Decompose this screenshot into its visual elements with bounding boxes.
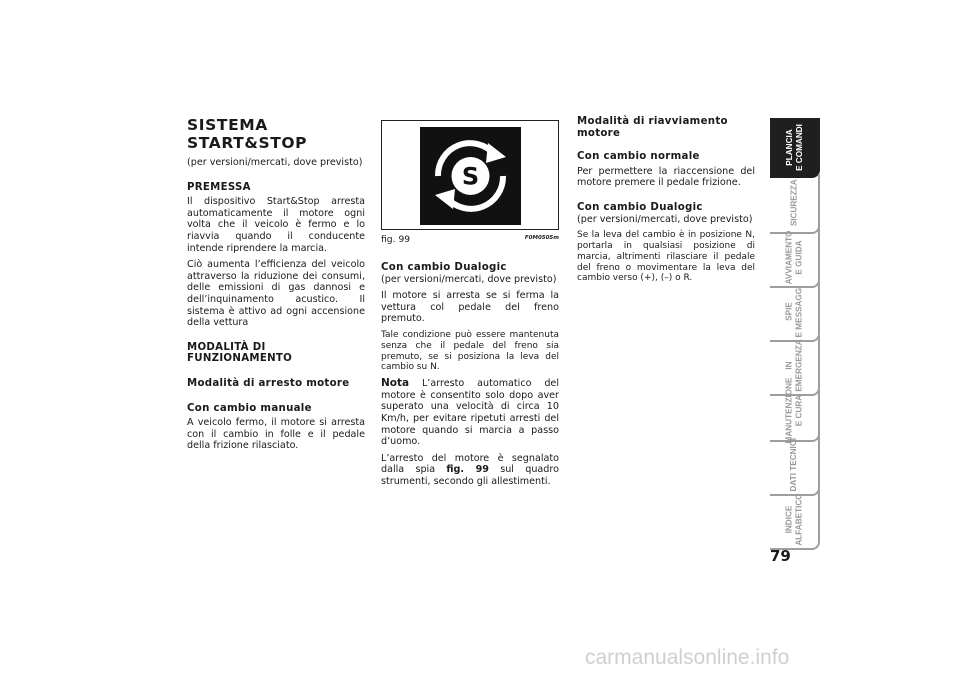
spia-text-b: sul quadro strumenti, secondo gli allestimenti. bbox=[381, 464, 559, 487]
tab-sicurezza[interactable] bbox=[770, 174, 820, 234]
tab-label-line2: E COMANDI bbox=[793, 123, 803, 171]
nota-paragraph bbox=[381, 378, 559, 448]
manuale-paragraph: A veicolo fermo, il motore si arresta con il cambio in folle e il pedale della frizione rilasciato. bbox=[187, 417, 365, 452]
watermark: carmanualsonline.info bbox=[585, 646, 790, 669]
spia-text-a: L’arresto del motore è segnalato dalla spia bbox=[381, 452, 559, 476]
tab-dati-tecnici[interactable] bbox=[770, 436, 820, 496]
tab-spie[interactable] bbox=[770, 282, 820, 342]
figure-code: F0M0505m bbox=[524, 235, 559, 241]
tab-label-line2: ALFABETICO bbox=[794, 492, 803, 546]
premessa-heading: PREMESSA bbox=[187, 181, 251, 193]
normale-heading: Con cambio normale bbox=[577, 151, 700, 163]
tab-label-line1: IN bbox=[784, 360, 794, 370]
arresto-heading: Modalità di arresto motore bbox=[187, 377, 350, 389]
premessa-paragraph-2: Ciò aumenta l’efficienza del veicolo attraverso la riduzione dei consumi, delle emissioni di gas dannosi e dell’inquinamento acustico. Il sistema è attivo ad ogni accensione della vettura bbox=[187, 259, 365, 329]
column-left bbox=[187, 116, 365, 457]
tab-avviamento[interactable] bbox=[770, 228, 820, 288]
manuale-heading: Con cambio manuale bbox=[187, 402, 312, 414]
nota-text: L’arresto automatico del motore è consentito solo dopo aver superato una velocità di circa 10 Km/h, per evitare ripetuti arresti del motore quando si marcia a passo d’uomo. bbox=[381, 378, 559, 448]
premessa-paragraph-1: Il dispositivo Start&Stop arresta automaticamente il motore ogni volta che il veicolo è fermo e lo riavvia quando il conducente intende riprendere la marcia. bbox=[187, 196, 365, 254]
normale-paragraph: Per permettere la riaccensione del motore premere il pedale frizione. bbox=[577, 165, 755, 189]
riavvio-heading: Modalità di riavviamento motore bbox=[577, 116, 728, 139]
tab-label-line2: E MESSAGGI bbox=[794, 285, 803, 337]
title-subtitle: (per versioni/mercati, dove previsto) bbox=[187, 157, 363, 168]
tab-label-line2: EMERGENZA bbox=[794, 338, 803, 392]
dualogic-start-paragraph: Se la leva del cambio è in posizione N, portarla in qualsiasi posizione di marcia, altrimenti rilasciare il pedale del freno o movimentare la leva del cambio verso (+), (–) o R. bbox=[577, 230, 755, 284]
figure-caption-label: fig. 99 bbox=[381, 234, 411, 245]
page-number: 79 bbox=[770, 547, 791, 565]
tab-label-line1: MANUTENZIONE bbox=[784, 377, 794, 443]
column-right bbox=[577, 116, 755, 289]
column-middle bbox=[381, 116, 559, 493]
dualogic-stop-paragraph-2: Tale condizione può essere mantenuta senza che il pedale del freno sia premuto, se si posiziona la leva del cambio su N. bbox=[381, 329, 559, 373]
tab-label-line1: SICUREZZA bbox=[789, 179, 799, 227]
tab-label-line2: E GUIDA bbox=[794, 239, 803, 275]
tab-label-line2: E CURA bbox=[794, 394, 804, 426]
tab-manutenzione[interactable] bbox=[770, 377, 820, 443]
dualogic-start-heading: Con cambio Dualogic bbox=[577, 201, 703, 213]
dualogic-stop-paragraph-1: Il motore si arresta se si ferma la vettura col pedale del freno premuto. bbox=[381, 290, 559, 325]
nota-label: Nota bbox=[381, 377, 410, 390]
icon-letter: S bbox=[461, 162, 480, 191]
dualogic-stop-subtitle: (per versioni/mercati, dove previsto) bbox=[381, 273, 557, 285]
tab-label-line1: DATI TECNICI bbox=[789, 438, 799, 492]
page-title: SISTEMA START&STOP bbox=[187, 116, 308, 152]
spia-paragraph bbox=[381, 453, 559, 488]
spia-fig-ref: fig. 99 bbox=[446, 464, 489, 476]
tab-indice[interactable] bbox=[770, 490, 820, 550]
tab-plancia[interactable] bbox=[770, 118, 820, 178]
dualogic-stop-heading: Con cambio Dualogic bbox=[381, 262, 507, 273]
tab-label-line1: AVVIAMENTO bbox=[784, 230, 794, 284]
tab-label-line1: SPIE bbox=[784, 301, 794, 321]
modalita-heading: MODALITÀ DI FUNZIONAMENTO bbox=[187, 341, 293, 365]
tab-label-line1: INDICE bbox=[784, 505, 794, 533]
tab-label-line1: PLANCIA bbox=[784, 128, 794, 166]
dualogic-start-subtitle: (per versioni/mercati, dove previsto) bbox=[577, 213, 753, 225]
